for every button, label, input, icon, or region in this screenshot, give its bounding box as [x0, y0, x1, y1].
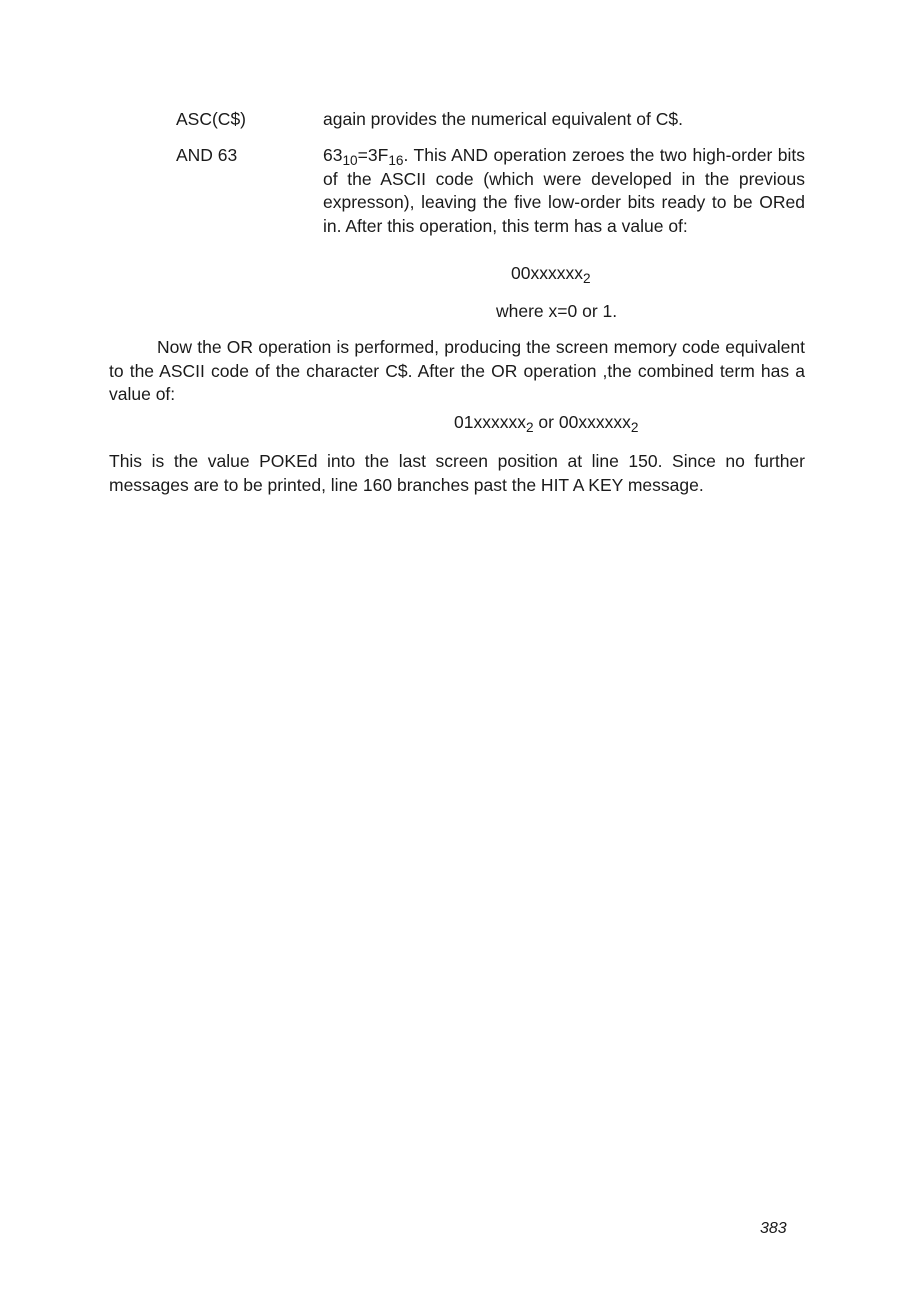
- body-paragraph: Now the OR operation is performed, producing the screen memory code equivalent to the ASCII code of the character C$. After the OR operation ,the combined term has a value of:: [109, 337, 805, 404]
- number-base16: =3F: [357, 145, 389, 165]
- number-base10: 63: [323, 145, 343, 165]
- where-line: where x=0 or 1.: [496, 301, 618, 321]
- description-text: . This AND operation zeroes the two high-order bits of the ASCII code (which were developed in the previous expresson), leaving the five low-order bits ready to be ORed in. After this operation, this term has a value of:: [323, 145, 805, 236]
- binary-value-line: [454, 411, 638, 435]
- definition-description: [323, 144, 805, 238]
- base-subscript: 2: [630, 420, 639, 436]
- base-subscript: 2: [525, 420, 534, 436]
- or-word: or: [533, 412, 559, 432]
- body-paragraph: This is the value POKEd into the last screen position at line 150. Since no further messages are to be printed, line 160 branches past the HIT A KEY message.: [109, 451, 805, 495]
- base-subscript: 10: [342, 153, 358, 169]
- binary-value-line: [511, 262, 591, 286]
- definition-term: AND 63: [176, 145, 238, 165]
- binary-value: 00xxxxxx: [511, 263, 583, 283]
- definition-term: ASC(C$): [176, 109, 247, 129]
- binary-value: 00xxxxxx: [558, 412, 631, 432]
- base-subscript: 2: [582, 271, 591, 287]
- binary-value: 01xxxxxx: [454, 412, 526, 432]
- definition-description: again provides the numerical equivalent of C$.: [323, 109, 683, 129]
- page-number: 383: [760, 1220, 787, 1237]
- base-subscript: 16: [388, 153, 404, 169]
